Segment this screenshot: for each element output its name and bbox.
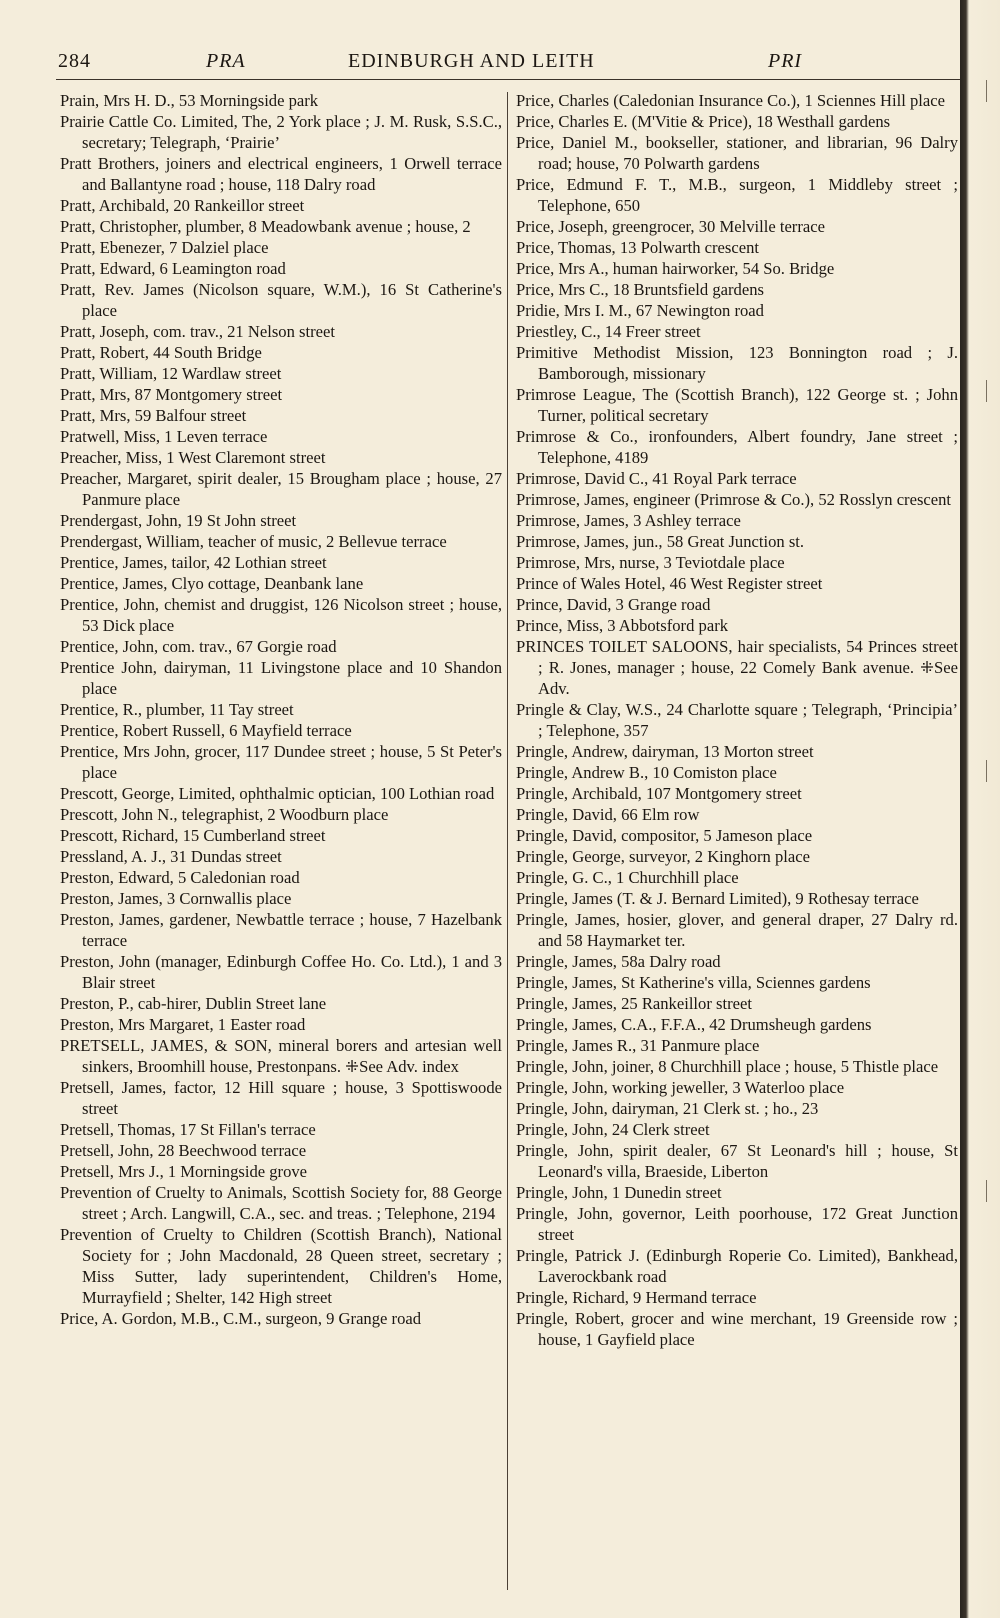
directory-entry: Prince of Wales Hotel, 46 West Register street <box>516 574 823 593</box>
directory-entry: Pringle, James, St Katherine's villa, Sciennes gardens <box>516 973 871 992</box>
directory-entry: Price, Edmund F. T., M.B., surgeon, 1 Middleby street ; Telephone, 650 <box>516 175 958 215</box>
directory-entry: Prentice, James, Clyo cottage, Deanbank lane <box>60 574 364 593</box>
directory-entry: Price, Joseph, greengrocer, 30 Melville terrace <box>516 217 825 236</box>
directory-entry: Preacher, Margaret, spirit dealer, 15 Brougham place ; house, 27 Panmure place <box>60 469 502 509</box>
directory-entry: Pringle, James, hosier, glover, and general draper, 27 Dalry rd. and 58 Haymarket ter. <box>516 910 958 950</box>
directory-entry: Preston, Edward, 5 Caledonian road <box>60 868 300 887</box>
directory-entry: Pringle, John, 1 Dunedin street <box>516 1183 722 1202</box>
directory-entry: Primrose League, The (Scottish Branch), 122 George st. ; John Turner, political secretary <box>516 385 958 425</box>
directory-entry: Pratwell, Miss, 1 Leven terrace <box>60 427 268 446</box>
directory-entry: Primrose, Mrs, nurse, 3 Teviotdale place <box>516 553 785 572</box>
directory-entry: Pringle, James, 25 Rankeillor street <box>516 994 752 1013</box>
directory-entry: Pringle, G. C., 1 Churchhill place <box>516 868 739 887</box>
page-title: EDINBURGH AND LEITH <box>348 50 595 72</box>
directory-entry: Pringle, John, governor, Leith poorhouse, 172 Great Junction street <box>516 1204 958 1244</box>
directory-entry: Pratt, Joseph, com. trav., 21 Nelson street <box>60 322 335 341</box>
directory-entry: Pratt Brothers, joiners and electrical engineers, 1 Orwell terrace and Ballantyne road ; house, 118 Dalry road <box>60 154 502 194</box>
directory-entry: PRETSELL, JAMES, & SON, mineral borers and artesian well sinkers, Broomhill house, Prestonpans. ⁜See Adv. index <box>60 1036 502 1076</box>
directory-entry: Pratt, Mrs, 87 Montgomery street <box>60 385 283 404</box>
directory-entry: Pratt, Rev. James (Nicolson square, W.M.), 16 St Catherine's place <box>60 280 502 320</box>
directory-entry: Pringle, Archibald, 107 Montgomery street <box>516 784 802 803</box>
header-rule <box>56 79 960 80</box>
directory-entry: Pringle, Patrick J. (Edinburgh Roperie Co. Limited), Bankhead, Laverockbank road <box>516 1246 958 1286</box>
page-number: 284 <box>58 50 91 72</box>
directory-entry: Primitive Methodist Mission, 123 Bonnington road ; J. Bamborough, missionary <box>516 343 958 383</box>
directory-entry: Preston, James, 3 Cornwallis place <box>60 889 292 908</box>
directory-entry: Preacher, Miss, 1 West Claremont street <box>60 448 326 467</box>
directory-entry: Prescott, George, Limited, ophthalmic optician, 100 Lothian road <box>60 784 495 803</box>
directory-entry: Pringle, Richard, 9 Hermand terrace <box>516 1288 757 1307</box>
directory-entry: Pringle, John, joiner, 8 Churchhill place ; house, 5 Thistle place <box>516 1057 939 1076</box>
directory-entry: Pringle, David, 66 Elm row <box>516 805 700 824</box>
directory-entry: Price, Charles E. (M'Vitie & Price), 18 Westhall gardens <box>516 112 891 131</box>
directory-entry: Price, Daniel M., bookseller, stationer, and librarian, 96 Dalry road; house, 70 Polwarth gardens <box>516 133 958 173</box>
directory-entry: Pratt, Mrs, 59 Balfour street <box>60 406 247 425</box>
directory-entry: Priestley, C., 14 Freer street <box>516 322 701 341</box>
book-binding-edge <box>960 0 1000 1618</box>
directory-entry: Pratt, Ebenezer, 7 Dalziel place <box>60 238 269 257</box>
directory-entry: Pringle, George, surveyor, 2 Kinghorn place <box>516 847 810 866</box>
directory-entry: Pringle & Clay, W.S., 24 Charlotte square ; Telegraph, ‘Principia’ ; Telephone, 357 <box>516 700 958 740</box>
directory-entry: Pringle, Andrew, dairyman, 13 Morton street <box>516 742 814 761</box>
column-divider <box>507 92 508 1590</box>
directory-entry: Prentice, John, chemist and druggist, 126 Nicolson street ; house, 53 Dick place <box>60 595 502 635</box>
edge-mark <box>986 380 993 402</box>
directory-entry: Pringle, James, C.A., F.F.A., 42 Drumsheugh gardens <box>516 1015 872 1034</box>
directory-entry: Pratt, William, 12 Wardlaw street <box>60 364 282 383</box>
directory-entry: Prentice, John, com. trav., 67 Gorgie road <box>60 637 337 656</box>
directory-entry: PRINCES TOILET SALOONS, hair specialists, 54 Princes street ; R. Jones, manager ; house, 22 Comely Bank avenue. ⁜See Adv. <box>516 637 958 698</box>
right-running-key: PRI <box>768 50 803 72</box>
directory-entry: Pretsell, James, factor, 12 Hill square ; house, 3 Spottiswoode street <box>60 1078 502 1118</box>
directory-entry: Prentice, Mrs John, grocer, 117 Dundee street ; house, 5 St Peter's place <box>60 742 502 782</box>
directory-entry: Pringle, John, spirit dealer, 67 St Leonard's hill ; house, St Leonard's villa, Braeside, Liberton <box>516 1141 958 1181</box>
directory-entry: Pringle, John, working jeweller, 3 Waterloo place <box>516 1078 845 1097</box>
directory-entry: Pratt, Robert, 44 South Bridge <box>60 343 262 362</box>
directory-entry: Prince, David, 3 Grange road <box>516 595 711 614</box>
directory-entry: Price, Mrs C., 18 Bruntsfield gardens <box>516 280 764 299</box>
directory-entry: Prevention of Cruelty to Animals, Scottish Society for, 88 George street ; Arch. Langwill, C.A., sec. and treas. ; Telephone, 2194 <box>60 1183 502 1223</box>
directory-entry: Pressland, A. J., 31 Dundas street <box>60 847 282 866</box>
directory-entry: Primrose, James, 3 Ashley terrace <box>516 511 741 530</box>
directory-entry: Prendergast, John, 19 St John street <box>60 511 297 530</box>
directory-entry: Prentice John, dairyman, 11 Livingstone place and 10 Shandon place <box>60 658 502 698</box>
directory-entry: Pratt, Archibald, 20 Rankeillor street <box>60 196 305 215</box>
directory-entry: Prentice, Robert Russell, 6 Mayfield terrace <box>60 721 352 740</box>
directory-entry: Prain, Mrs H. D., 53 Morningside park <box>60 91 319 110</box>
directory-entry: Pringle, Robert, grocer and wine merchant, 19 Greenside row ; house, 1 Gayfield place <box>516 1309 958 1349</box>
directory-entry: Preston, P., cab-hirer, Dublin Street lane <box>60 994 327 1013</box>
directory-entry: Price, Mrs A., human hairworker, 54 So. Bridge <box>516 259 835 278</box>
directory-entry: Preston, John (manager, Edinburgh Coffee Ho. Co. Ltd.), 1 and 3 Blair street <box>60 952 502 992</box>
directory-entry: Pretsell, Thomas, 17 St Fillan's terrace <box>60 1120 316 1139</box>
directory-entry: Prentice, James, tailor, 42 Lothian street <box>60 553 327 572</box>
directory-entry: Pringle, David, compositor, 5 Jameson place <box>516 826 813 845</box>
directory-entry: Pringle, John, dairyman, 21 Clerk st. ; ho., 23 <box>516 1099 819 1118</box>
directory-entry: Pringle, James (T. & J. Bernard Limited), 9 Rothesay terrace <box>516 889 919 908</box>
directory-entry: Prescott, John N., telegraphist, 2 Woodburn place <box>60 805 389 824</box>
directory-entry: Pringle, James R., 31 Panmure place <box>516 1036 760 1055</box>
directory-entry: Pratt, Christopher, plumber, 8 Meadowbank avenue ; house, 2 <box>60 217 471 236</box>
directory-entry: Prendergast, William, teacher of music, 2 Bellevue terrace <box>60 532 447 551</box>
directory-entry: Price, A. Gordon, M.B., C.M., surgeon, 9 Grange road <box>60 1309 422 1328</box>
directory-entry: Price, Charles (Caledonian Insurance Co.), 1 Sciennes Hill place <box>516 91 945 110</box>
directory-entry: Pringle, Andrew B., 10 Comiston place <box>516 763 777 782</box>
directory-entry: Preston, James, gardener, Newbattle terrace ; house, 7 Hazelbank terrace <box>60 910 502 950</box>
directory-entry: Prentice, R., plumber, 11 Tay street <box>60 700 294 719</box>
edge-mark <box>986 1180 993 1202</box>
directory-entry: Preston, Mrs Margaret, 1 Easter road <box>60 1015 306 1034</box>
directory-entry: Primrose & Co., ironfounders, Albert foundry, Jane street ; Telephone, 4189 <box>516 427 958 467</box>
left-column <box>60 90 502 1329</box>
page-header <box>58 50 960 78</box>
directory-entry: Pringle, John, 24 Clerk street <box>516 1120 710 1139</box>
directory-entry: Primrose, James, engineer (Primrose & Co.), 52 Rosslyn crescent <box>516 490 952 509</box>
directory-entry: Pringle, James, 58a Dalry road <box>516 952 721 971</box>
directory-entry: Primrose, James, jun., 58 Great Junction st. <box>516 532 805 551</box>
edge-mark <box>986 80 993 102</box>
right-column <box>516 90 958 1350</box>
directory-entry: Pretsell, John, 28 Beechwood terrace <box>60 1141 307 1160</box>
directory-entry: Prairie Cattle Co. Limited, The, 2 York place ; J. M. Rusk, S.S.C., secretary; Telegraph, ‘Prairie’ <box>60 112 502 152</box>
directory-entry: Price, Thomas, 13 Polwarth crescent <box>516 238 760 257</box>
directory-entry: Prescott, Richard, 15 Cumberland street <box>60 826 326 845</box>
edge-mark <box>986 760 993 782</box>
directory-entry: Pretsell, Mrs J., 1 Morningside grove <box>60 1162 308 1181</box>
directory-entry: Pridie, Mrs I. M., 67 Newington road <box>516 301 764 320</box>
directory-entry: Prince, Miss, 3 Abbotsford park <box>516 616 729 635</box>
directory-entry: Prevention of Cruelty to Children (Scottish Branch), National Society for ; John Macdonald, 28 Queen street, secretary ; Miss Sutter, lady superintendent, Children's Home, Murrayfield ; Shelter, 142 High street <box>60 1225 502 1307</box>
left-running-key: PRA <box>206 50 246 72</box>
directory-entry: Primrose, David C., 41 Royal Park terrace <box>516 469 797 488</box>
directory-entry: Pratt, Edward, 6 Leamington road <box>60 259 286 278</box>
